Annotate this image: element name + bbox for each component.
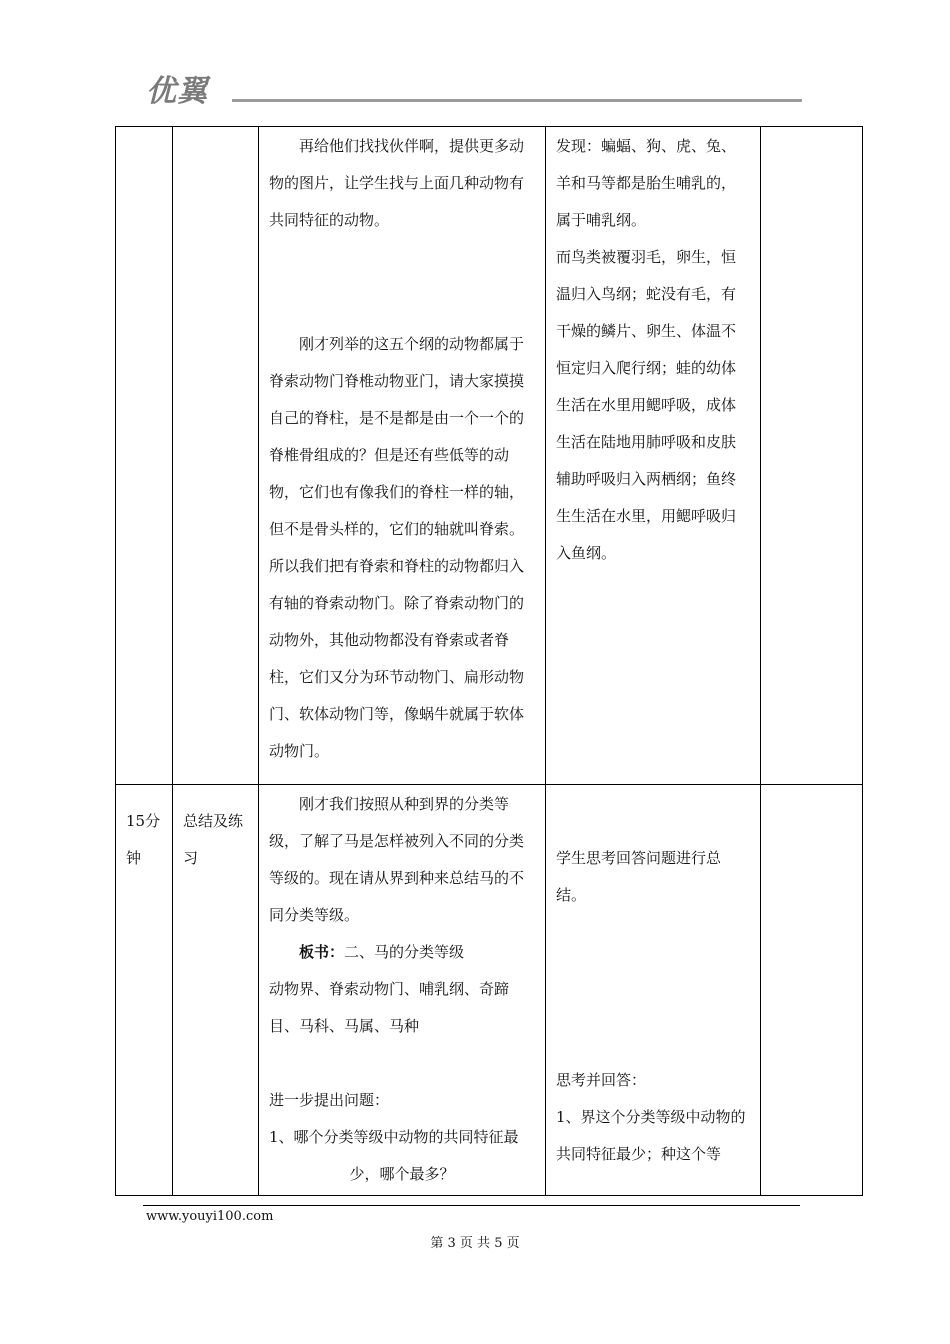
table-row <box>116 127 863 785</box>
stage-cell: 总结及练习 <box>173 785 259 1196</box>
teacher-paragraph: 刚才我们按照从种到界的分类等级，了解了马是怎样被列入不同的分类等级的。现在请从界到种来总结马的不同分类等级。 <box>269 795 525 924</box>
teacher-activity-cell <box>259 785 546 1196</box>
student-paragraph: 思考并回答： <box>556 1071 647 1089</box>
board-label: 板书： <box>299 943 345 961</box>
teacher-paragraph: 进一步提出问题： <box>269 1091 390 1109</box>
header-rule <box>232 99 802 102</box>
note-cell <box>761 785 863 1196</box>
student-activity-cell <box>546 127 761 785</box>
teacher-question: 1、哪个分类等级中动物的共同特征最 <box>269 1128 519 1146</box>
time-cell: 15分钟 <box>116 785 173 1196</box>
teacher-paragraph: 再给他们找找伙伴啊，提供更多动物的图片，让学生找与上面几种动物有共同特征的动物。 <box>269 137 525 229</box>
student-paragraph: 1、界这个分类等级中动物的共同特征最少；种这个等 <box>556 1108 746 1163</box>
teacher-paragraph: 刚才列举的这五个纲的动物都属于脊索动物门脊椎动物亚门，请大家摸摸自己的脊柱，是不是都是由一个一个的脊椎骨组成的？但是还有些低等的动物，它们也有像我们的脊柱一样的轴，但不是骨头样的，它们的轴就叫脊索。所以我们把有脊索和脊柱的动物都归入有轴的脊索动物门。除了脊索动物门的动物外，其他动物都没有脊索或者脊柱，它们又分为环节动物门、扁形动物门、软体动物门等，像蜗牛就属于软体动物门。 <box>269 335 525 760</box>
board-title <box>269 934 535 971</box>
board-title-text: 二、马的分类等级 <box>344 943 465 961</box>
spacer <box>556 914 750 1062</box>
time-cell <box>116 127 173 785</box>
note-cell <box>761 127 863 785</box>
board-content: 动物界、脊索动物门、哺乳纲、奇蹄目、马科、马属、马种 <box>269 980 510 1035</box>
teacher-question-cont: 少，哪个最多？ <box>349 1165 455 1183</box>
teacher-activity-cell <box>259 127 546 785</box>
brand-logo: 优翼 <box>146 74 208 109</box>
footer-url: www.youyi100.com <box>146 1209 274 1224</box>
page-number: 第 3 页 共 5 页 <box>430 1236 520 1251</box>
footer-rule <box>143 1205 800 1206</box>
student-activity-cell <box>546 785 761 1196</box>
spacer <box>269 239 535 326</box>
table-row <box>116 785 863 1196</box>
student-paragraph: 发现：蝙蝠、狗、虎、兔、羊和马等都是胎生哺乳的，属于哺乳纲。 <box>556 137 737 229</box>
student-paragraph: 而鸟类被覆羽毛，卵生，恒温归入鸟纲；蛇没有毛，有干燥的鳞片、卵生、体温不恒定归入爬行纲；蛙的幼体生活在水里用鳃呼吸，成体生活在陆地用肺呼吸和皮肤辅助呼吸归入两栖纲；鱼终生生活在水里，用鳃呼吸归入鱼纲。 <box>556 248 737 562</box>
spacer <box>269 1045 535 1082</box>
lesson-plan-table <box>115 126 863 1196</box>
student-paragraph: 学生思考回答问题进行总结。 <box>556 849 722 904</box>
stage-cell <box>173 127 259 785</box>
